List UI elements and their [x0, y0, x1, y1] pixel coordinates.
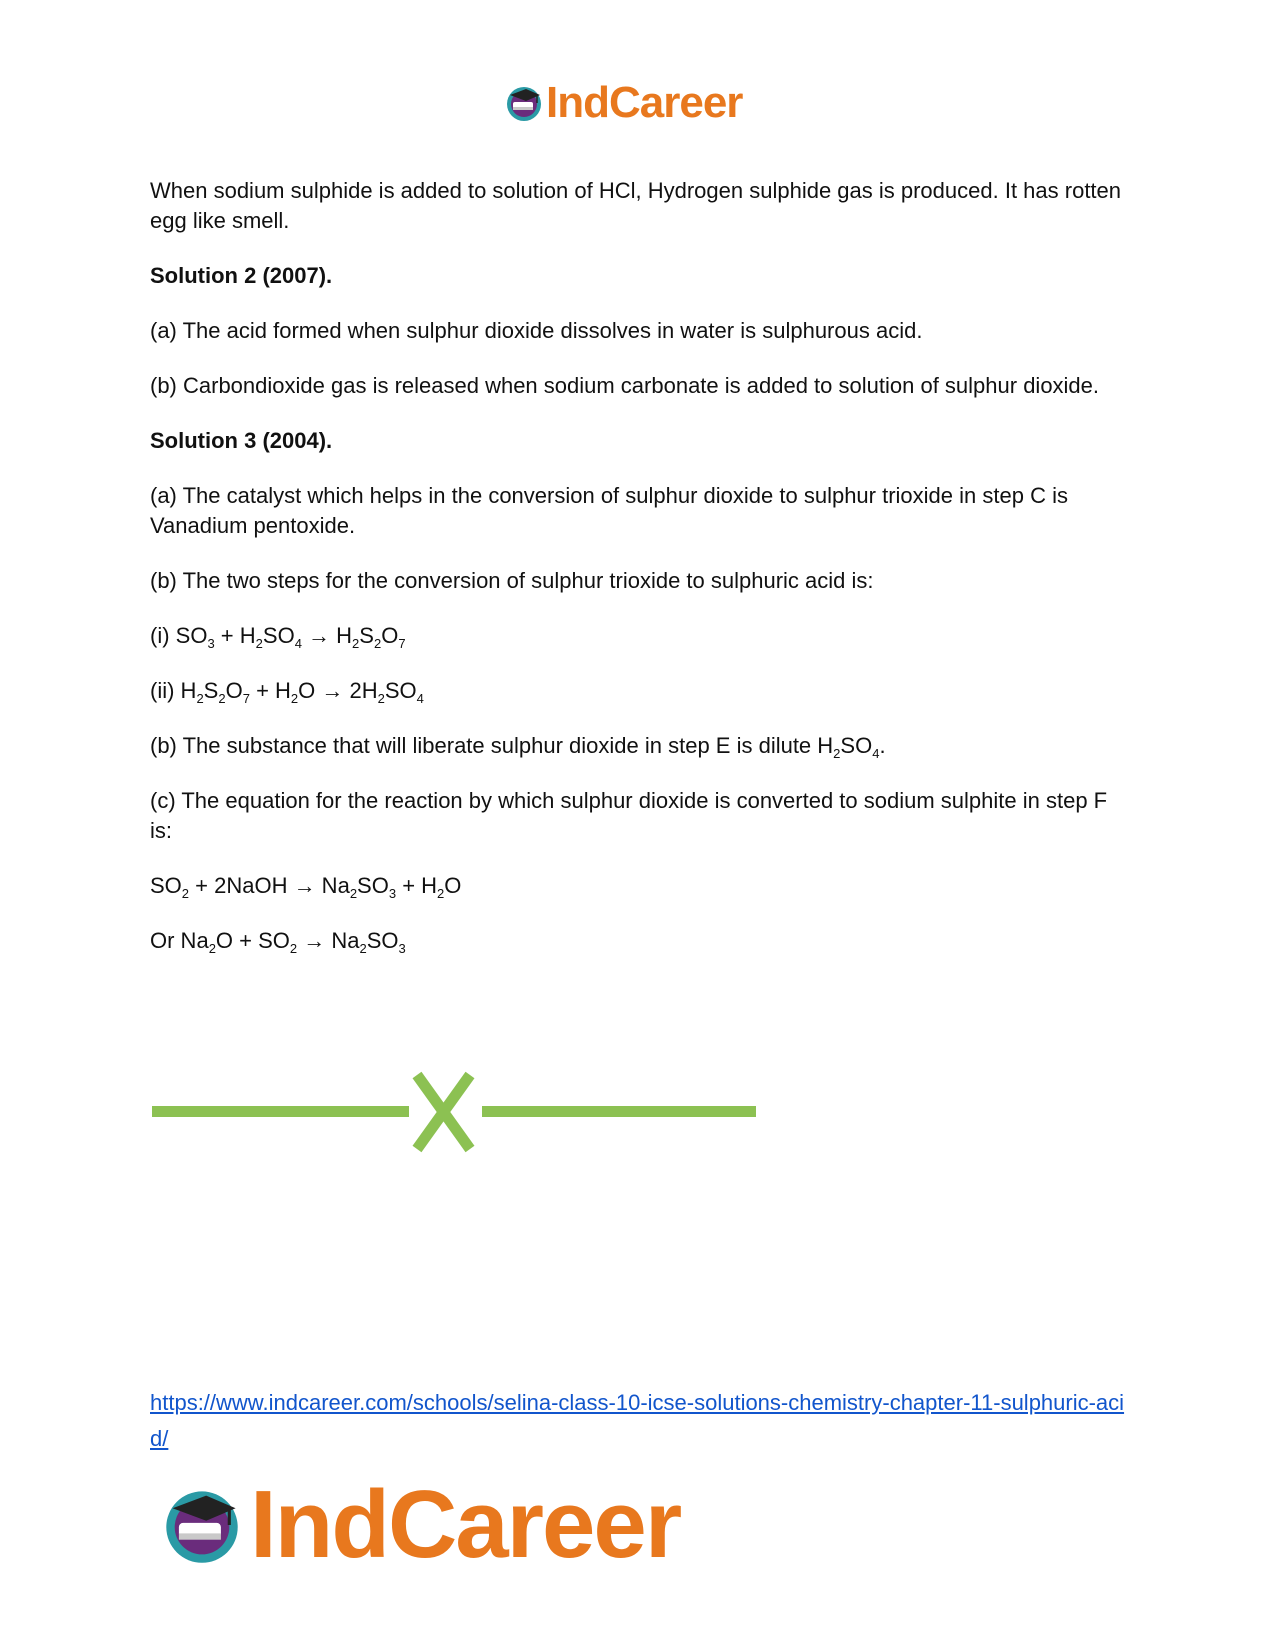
equation-sodium-oxide: Or $Na_2O + SO_2 \to Na_2SO_3$ — [150, 928, 406, 956]
divider-line-right — [482, 1106, 756, 1117]
section-divider — [152, 1070, 756, 1154]
source-url-link[interactable]: https://www.indcareer.com/schools/selina-class-10-icse-solutions-chemistry-chapter-11-sulphuric-acid/ — [150, 1390, 1125, 1451]
document-body — [150, 176, 1130, 981]
solution-3-heading: Solution 3 (2004). — [150, 428, 333, 453]
logo-wordmark: IndCareer — [546, 78, 743, 127]
solution-3-part-c: (c) The equation for the reaction by which sulphur dioxide is converted to sodium sulphite in step F is: — [150, 788, 1108, 843]
solution-3-part-b: (b) The two steps for the conversion of sulphur trioxide to sulphuric acid is: — [150, 568, 874, 593]
footer-logo — [160, 1470, 680, 1580]
solution-2-part-a: (a) The acid formed when sulphur dioxide dissolves in water is sulphurous acid. — [150, 318, 923, 343]
graduation-cap-icon — [504, 83, 544, 123]
equation-step-ii: (ii) $H_2S_2O_7 + H_2O \to 2H_2SO_4$ — [150, 678, 424, 706]
divider-x-mark — [417, 1075, 470, 1149]
solution-2-part-b: (b) Carbondioxide gas is released when sodium carbonate is added to solution of sulphur dioxide. — [150, 373, 1100, 398]
graduation-cap-icon — [160, 1483, 244, 1567]
equation-sodium-hydroxide: $SO_2$ + 2NaOH → $Na_2SO_3 + H_2O$ — [150, 873, 462, 901]
solution-3-part-a: (a) The catalyst which helps in the conversion of sulphur dioxide to sulphur trioxide in step C is Vanadium pentoxide. — [150, 483, 1068, 538]
logo-wordmark: IndCareer — [250, 1471, 681, 1578]
intro-paragraph: When sodium sulphide is added to solution of HCl, Hydrogen sulphide gas is produced. It has rotten egg like smell. — [150, 178, 1122, 233]
equation-step-i: (i) $SO_3 + H_2SO_4 \to H_2S_2O_7$ — [150, 623, 406, 651]
divider-line-left — [152, 1106, 409, 1117]
header-logo — [504, 78, 742, 128]
solution-3-part-b2: (b) The substance that will liberate sulphur dioxide in step E is dilute $H_2SO_4$. — [150, 733, 886, 761]
solution-2-heading: Solution 2 (2007). — [150, 263, 333, 288]
